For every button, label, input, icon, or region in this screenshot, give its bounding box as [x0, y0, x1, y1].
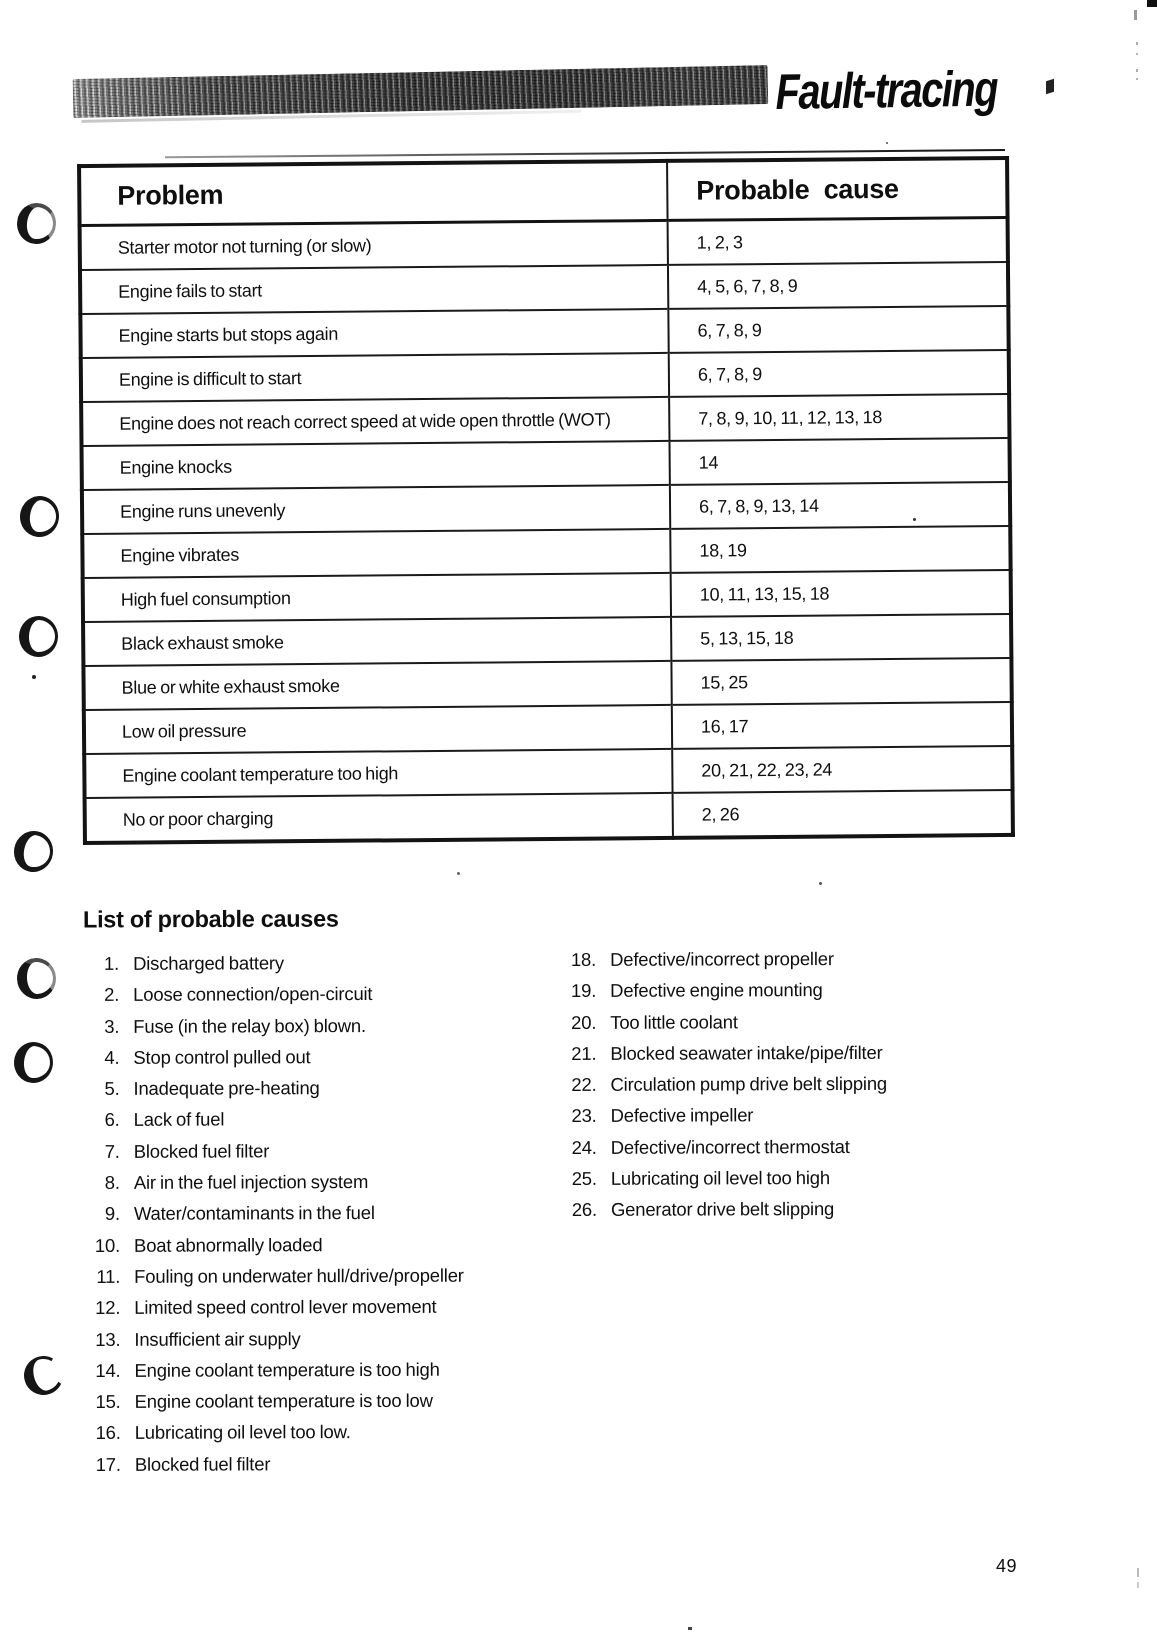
ink-speck: [32, 675, 36, 679]
cause-cell: 7, 8, 9, 10, 11, 12, 13, 18: [669, 394, 1009, 441]
cause-cell: 1, 2, 3: [668, 217, 1008, 264]
problem-cell: Engine coolant temperature too high: [84, 749, 672, 798]
cause-text: Blocked seawater intake/pipe/filter: [610, 1041, 883, 1064]
page-title: Fault-tracing: [775, 60, 998, 121]
problem-cell: Starter motor not turning (or slow): [80, 220, 668, 270]
cause-cell: 5, 13, 15, 18: [671, 614, 1011, 661]
fault-table: [77, 156, 1015, 845]
cause-text: Defective engine mounting: [610, 979, 823, 1002]
cause-number: 24.: [571, 1136, 597, 1158]
ink-speck: [1046, 79, 1054, 95]
cause-text: Lubricating oil level too low.: [134, 1421, 351, 1444]
cause-list-item: [560, 942, 1040, 975]
problem-cell: Engine runs unevenly: [82, 485, 670, 534]
cause-text: Defective impeller: [610, 1104, 754, 1127]
ink-speck: [1136, 78, 1138, 80]
cause-text: Lack of fuel: [133, 1108, 225, 1131]
cause-list-item: [83, 946, 553, 979]
cause-list-item: [84, 1322, 554, 1355]
binder-hole-mark: [19, 1351, 67, 1399]
cause-number: 2.: [104, 984, 120, 1006]
cause-list-item: [85, 1447, 555, 1480]
cause-list-item: [84, 1259, 554, 1292]
cause-number: 22.: [571, 1074, 597, 1096]
cause-list-item: [560, 1005, 1040, 1038]
cause-text: Fuse (in the relay box) blown.: [133, 1014, 366, 1037]
ink-speck: [1136, 42, 1138, 45]
cause-text: Stop control pulled out: [133, 1046, 311, 1068]
header-gradient-bar: [73, 65, 769, 118]
problem-cell: Engine knocks: [82, 441, 670, 490]
cause-list-item: [84, 1228, 554, 1261]
cause-number: 11.: [96, 1265, 121, 1287]
problem-cell: Engine starts but stops again: [80, 309, 668, 358]
cause-text: Insufficient air supply: [134, 1327, 301, 1350]
cause-number: 12.: [95, 1297, 121, 1319]
problem-cell: Low oil pressure: [84, 705, 672, 754]
cause-number: 19.: [571, 980, 597, 1002]
cause-number: 4.: [104, 1046, 120, 1068]
cause-number: 15.: [95, 1391, 121, 1413]
problem-cell: Blue or white exhaust smoke: [83, 661, 671, 710]
cause-cell: 4, 5, 6, 7, 8, 9: [668, 262, 1008, 309]
problem-cell: Engine vibrates: [82, 529, 670, 578]
cause-list-item: [560, 974, 1040, 1007]
cause-list-item: [84, 1134, 554, 1167]
cause-number: 16.: [95, 1422, 121, 1444]
cause-list-item: [83, 1040, 553, 1073]
cause-number: 21.: [571, 1042, 597, 1064]
binder-hole-mark: [11, 828, 57, 875]
binder-hole-mark: [18, 494, 62, 539]
binder-hole-mark: [18, 615, 58, 657]
cause-text: Defective/incorrect thermostat: [610, 1135, 850, 1158]
problem-cell: Engine fails to start: [80, 265, 668, 314]
ink-speck: [1137, 1568, 1139, 1577]
cause-number: 9.: [104, 1203, 120, 1225]
binder-hole-mark: [15, 201, 59, 246]
problem-cell: No or poor charging: [85, 793, 673, 843]
cause-number: 7.: [104, 1140, 120, 1162]
cause-text: Limited speed control lever movement: [134, 1296, 437, 1319]
cause-text: Blocked fuel filter: [133, 1140, 270, 1162]
corner-mark: [1147, 0, 1157, 7]
cause-number: 20.: [571, 1011, 597, 1033]
cause-number: 25.: [571, 1167, 597, 1190]
ink-speck: [913, 518, 916, 521]
binder-hole-mark: [16, 957, 58, 1001]
cause-list-item: [561, 1130, 1041, 1163]
cause-number: 13.: [95, 1328, 121, 1350]
problem-cell: Engine does not reach correct speed at wide open throttle (WOT): [81, 397, 669, 446]
cause-list-item: [83, 1009, 553, 1042]
cause-cell: 6, 7, 8, 9: [669, 350, 1009, 397]
cause-cell: 14: [669, 438, 1009, 485]
cause-text: Defective/incorrect propeller: [610, 948, 834, 970]
fault-table-wrap: [77, 156, 1013, 845]
cause-number: 14.: [95, 1359, 121, 1381]
cause-number: 17.: [95, 1453, 121, 1475]
cause-cell: 16, 17: [672, 702, 1012, 749]
problem-cell: Engine is difficult to start: [81, 353, 669, 402]
causes-list-right-column: [560, 942, 1041, 1225]
cause-text: Too little coolant: [610, 1010, 738, 1033]
cause-cell: 18, 19: [670, 526, 1010, 573]
problem-cell: Black exhaust smoke: [83, 617, 671, 666]
cause-text: Engine coolant temperature is too low: [134, 1389, 433, 1412]
cause-text: Inadequate pre-heating: [133, 1077, 320, 1100]
cause-number: 5.: [104, 1078, 120, 1100]
cause-cell: 10, 11, 13, 15, 18: [671, 570, 1011, 617]
cause-cell: 20, 21, 22, 23, 24: [672, 746, 1012, 793]
causes-list-left-column: [83, 946, 555, 1480]
cause-text: Water/contaminants in the fuel: [133, 1202, 375, 1225]
cause-column-header: Probable cause: [667, 158, 1008, 220]
cause-number: 18.: [570, 948, 597, 970]
cause-number: 6.: [104, 1109, 120, 1131]
cause-list-item: [560, 1068, 1040, 1101]
cause-cell: 6, 7, 8, 9: [668, 306, 1008, 353]
cause-list-item: [84, 1353, 554, 1386]
cause-text: Engine coolant temperature is too high: [134, 1358, 440, 1381]
cause-number: 1.: [103, 952, 120, 974]
ink-speck: [1136, 69, 1138, 72]
cause-list-item: [83, 1072, 553, 1105]
cause-list-item: [84, 1165, 554, 1198]
cause-number: 8.: [104, 1171, 120, 1194]
cause-list-item: [84, 1103, 554, 1136]
ink-speck: [886, 142, 888, 144]
cause-list-item: [85, 1385, 555, 1418]
table-row: [85, 790, 1013, 843]
cause-list-item: [561, 1193, 1041, 1226]
cause-text: Blocked fuel filter: [134, 1453, 271, 1475]
binder-hole-mark: [12, 1040, 54, 1084]
cause-text: Circulation pump drive belt slipping: [610, 1073, 888, 1096]
ink-speck: [457, 872, 460, 875]
ink-speck: [688, 1627, 692, 1630]
cause-list-item: [84, 1197, 554, 1230]
cause-cell: 15, 25: [671, 658, 1011, 705]
cause-cell: 6, 7, 8, 9, 13, 14: [670, 482, 1010, 529]
cause-list-item: [560, 1036, 1040, 1069]
page-number: 49: [996, 1556, 1018, 1576]
causes-list-heading: List of probable causes: [82, 905, 339, 933]
cause-list-item: [561, 1161, 1041, 1194]
cause-cell: 2, 26: [673, 790, 1013, 838]
problem-cell: High fuel consumption: [83, 573, 671, 622]
cause-text: Discharged battery: [133, 952, 284, 974]
table-row: [80, 217, 1008, 270]
ink-speck: [1136, 53, 1138, 55]
cause-number: 23.: [571, 1105, 597, 1127]
cause-list-item: [84, 1291, 554, 1324]
fault-table-header-row: [79, 158, 1007, 226]
cause-list-item: [83, 978, 553, 1011]
cause-text: Loose connection/open-circuit: [133, 983, 373, 1006]
cause-text: Boat abnormally loaded: [134, 1233, 323, 1256]
cause-text: Generator drive belt slipping: [610, 1198, 835, 1221]
cause-text: Air in the fuel injection system: [133, 1171, 369, 1193]
ink-speck: [819, 882, 822, 885]
cause-number: 3.: [104, 1015, 120, 1037]
cause-list-item: [561, 1099, 1041, 1132]
problem-column-header: Problem: [79, 161, 667, 226]
cause-list-item: [85, 1416, 555, 1449]
cause-number: 10.: [94, 1234, 121, 1256]
cause-text: Fouling on underwater hull/drive/propeller: [134, 1264, 464, 1287]
ink-speck: [1137, 1582, 1139, 1588]
ink-speck: [1134, 10, 1137, 20]
cause-text: Lubricating oil level too high: [610, 1167, 830, 1189]
cause-number: 26.: [571, 1199, 597, 1221]
